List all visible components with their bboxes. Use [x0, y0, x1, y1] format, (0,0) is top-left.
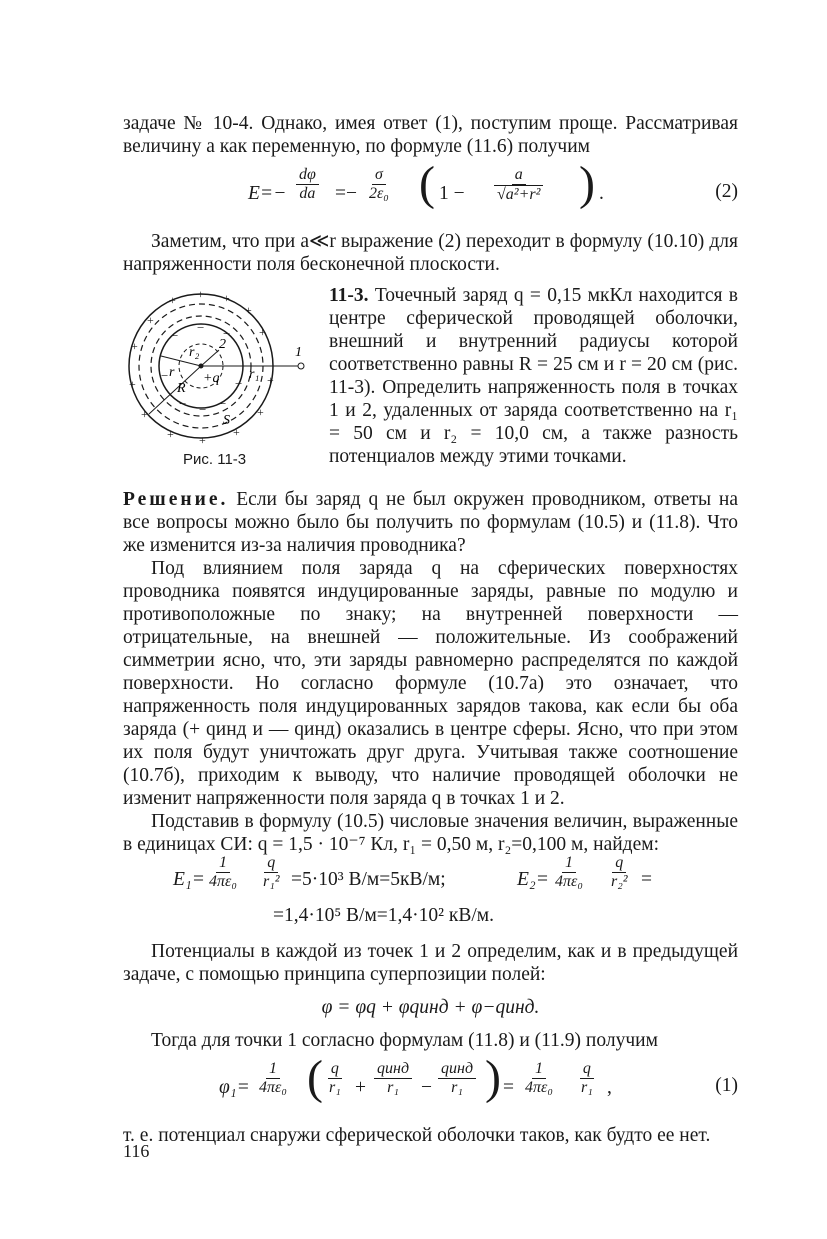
svg-text:+: + — [233, 425, 240, 439]
svg-text:+: + — [169, 293, 176, 307]
svg-text:+: + — [267, 373, 274, 387]
svg-text:−: − — [235, 376, 243, 391]
point-1-marker — [298, 363, 304, 369]
label-r2: r₂ — [189, 345, 200, 360]
svg-text:+: + — [131, 339, 138, 353]
svg-text:+: + — [257, 405, 264, 419]
svg-text:−: − — [199, 402, 207, 417]
problem-11-3 — [329, 284, 738, 468]
problem-text: Точечный заряд q = 0,15 мкКл находится в центре сферической проводящей оболочки, внешний и внутренний радиусы которой соответственно равны R = 25 см и r = 20 см (рис. 11-3). Определить напряженность поля в точках 1 и 2, удаленных от заряда соответственно на r₁ = 50 см и r₂ = 10,0 см, а также разность потенциалов между этими точками. — [329, 285, 738, 467]
equation-fields: E₁= $\frac{1}{\text{4πε₀}}$ $\frac{q}{\text{r₁²}}$ =5·10³ В/м=5кВ/м; E₂= $\frac{1}{\text{4πε₀}}$ $\frac{q}{\text{r₂²}}$ = =1,4·10⁵ В/м=1,4·10² кВ/м. — [173, 854, 652, 926]
solution-paragraph — [123, 488, 738, 557]
paragraph-substitution: Подставив в формулу (10.5) числовые значения величин, выраженные в единицах СИ: q = 1,5 · 10⁻⁷ Кл, r₁ = 0,50 м, r₂=0,100 м, найдем: — [123, 811, 738, 855]
svg-text:−: − — [179, 396, 187, 411]
equation-1: φ₁= $\frac{1}{\text{4πε₀}}$ ( $\frac{q}{\text{r₁}}$ + $\frac{\text{qинд}}{\text{r₁}}$ − $\frac{\text{qинд}}{\text{r₁}}$ ) = $\frac{1}{\text{4πε₀}}$ $\frac{q}{\text{r₁}}$ , (1) — [219, 1051, 738, 1104]
equation-number-1: (1) — [715, 1075, 738, 1096]
eq1-frac-const-2: $\frac{1}{\text{4πε₀}}$ — [525, 1060, 553, 1096]
figure-11-3 — [123, 284, 313, 474]
paragraph-point-1: Тогда для точки 1 согласно формулам (11.8) и (11.9) получим — [151, 1030, 658, 1051]
paragraph-potentials: Потенциалы в каждой из точек 1 и 2 определим, как и в предыдущей задаче, с помощью принципа суперпозиции полей: — [123, 941, 738, 985]
equation-number-2: (2) — [715, 181, 738, 202]
eq1-frac-const: $\frac{1}{\text{4πε₀}}$ — [259, 1060, 287, 1096]
svg-text:−: − — [223, 326, 231, 341]
eq2-frac-dphi-da: $\frac{d\varphi}{da}$ — [296, 166, 319, 203]
eqE2-frac-const: $\frac{1}{\text{4πε₀}}$ — [555, 854, 583, 890]
equation-superposition: φ = φq + φqинд + φ−qинд. — [321, 997, 540, 1018]
eq1-frac-q-2: $\frac{q}{\text{r₁}}$ — [581, 1060, 593, 1096]
paragraph-intro: задаче № 10-4. Однако, имея ответ (1), поступим проще. Рассматривая величину a как переменную, по формуле (11.6) получим — [123, 113, 738, 157]
label-S: S — [223, 413, 230, 428]
page-number: 116 — [123, 1141, 150, 1161]
label-r1: r₁ — [249, 367, 260, 382]
svg-text:+: + — [147, 313, 154, 327]
label-q: +q — [203, 371, 220, 386]
svg-text:+: + — [167, 427, 174, 441]
svg-text:+: + — [129, 377, 136, 391]
figure-caption: Рис. 11-3 — [183, 451, 247, 468]
radius-r2-line — [201, 350, 219, 366]
svg-text:−: − — [197, 320, 205, 335]
svg-text:+: + — [259, 325, 266, 339]
eqE1-frac-q: $\frac{q}{\text{r₁²}}$ — [263, 854, 280, 890]
eq1-frac-qind-pos: $\frac{\text{qинд}}{\text{r₁}}$ — [374, 1060, 412, 1097]
paragraph-remark: Заметим, что при a≪r выражение (2) переходит в формулу (10.10) для напряженности поля бесконечной плоскости. — [123, 231, 738, 275]
paragraph-induced-charges: Под влиянием поля заряда q на сферических поверхностях проводника появятся индуцированные заряды, равные по модулю и противоположные по знаку; на внутренней поверхности —отрицательные, на внешней — положительные. Из соображений симметрии ясно, что, эти заряды равномерно распределятся по каждой поверхности. Но согласно формуле (10.7а) это означает, что напряженность поля индуцированных зарядов такова, как если бы оба заряда (+ qинд и — qинд) оказались в центре сферы. Ясно, что при этом их поля будут уничтожать друг друга. Учитывая также соотношение (10.7б), приходим к выводу, что наличие проводящей оболочки не изменит напряженности поля заряда q в точках 1 и 2. — [123, 558, 738, 809]
svg-text:+: + — [197, 287, 204, 301]
eq2-frac-root: $\frac{a}{\text{√a²+r²}}$ — [494, 166, 543, 204]
eq2-frac-sigma: $\frac{\sigma}{\text{2ε₀}}$ — [369, 166, 389, 202]
eq1-frac-qind-neg: $\frac{\text{qинд}}{\text{r₁}}$ — [438, 1060, 476, 1097]
eqE1-frac-const: $\frac{1}{\text{4πε₀}}$ — [209, 854, 237, 890]
solution-label: Решение. — [123, 489, 229, 510]
eqE2-frac-q: $\frac{q}{\text{r₂²}}$ — [611, 854, 628, 890]
svg-text:−: − — [219, 396, 227, 411]
eq1-frac-q: $\frac{q}{\text{r₁}}$ — [329, 1060, 341, 1096]
problem-number: 11-3. — [329, 285, 369, 306]
charge-point — [199, 364, 204, 369]
page-body — [123, 112, 738, 1147]
equation-2: E=− $\frac{d\varphi}{da}$ =− $\frac{\sigma}{\text{2ε₀}}$ ( 1 − $\frac{a}{\text{√a²+r²}}$ ) . (2) — [248, 157, 738, 210]
label-R: R — [177, 381, 186, 396]
svg-text:+: + — [141, 407, 148, 421]
label-point-2: 2 — [219, 337, 226, 352]
svg-text:−: − — [171, 328, 179, 343]
problem-block — [123, 284, 738, 474]
solution-text: Если бы заряд q не был окружен проводником, ответы на все вопросы можно было бы получить по формулам (10.5) и (11.8). Что же изменится из-за наличия проводника? — [123, 489, 738, 556]
label-r: r — [169, 365, 175, 380]
paragraph-conclusion: т. е. потенциал снаружи сферической оболочки таков, как будто ее нет. — [123, 1125, 711, 1146]
svg-text:−: − — [161, 368, 169, 383]
eq2-lhs: E=− — [248, 183, 287, 204]
svg-text:+: + — [199, 433, 206, 447]
svg-text:+: + — [223, 291, 230, 305]
label-point-1: 1 — [295, 345, 302, 360]
svg-text:+: + — [245, 303, 252, 317]
